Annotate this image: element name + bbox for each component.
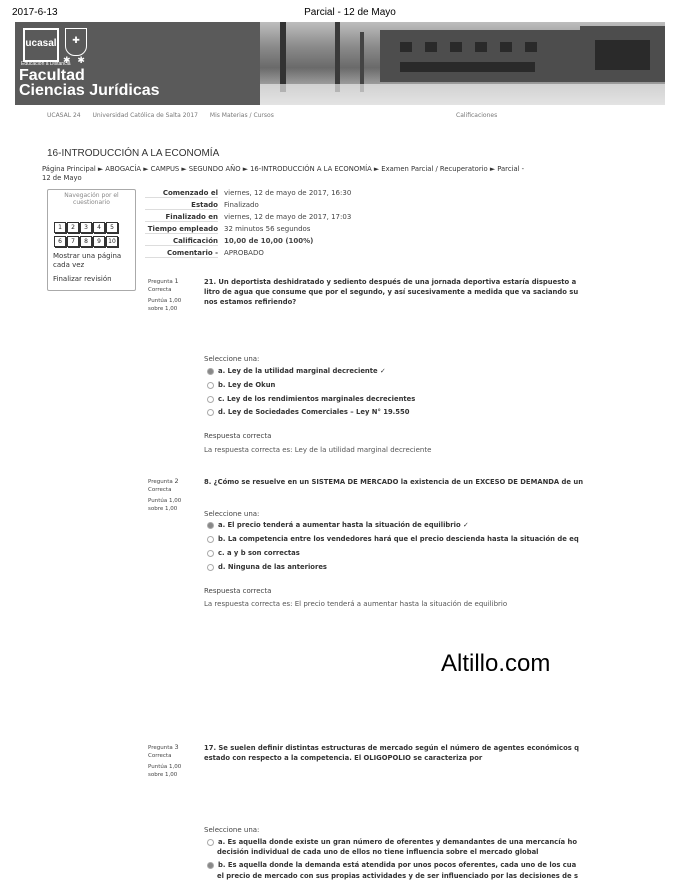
quiz-nav-button-9[interactable]: 9 (93, 236, 105, 247)
summary-label: Estado (145, 201, 218, 210)
answer-option-continuation: decisión individual de cada uno de ellos no tiene influencia sobre el mercado global (217, 848, 539, 856)
answer-option[interactable] (207, 838, 578, 846)
summary-label: Tiempo empleado (145, 225, 218, 234)
feedback-label: Respuesta correcta (204, 432, 272, 440)
radio-icon[interactable] (207, 409, 214, 416)
answer-option[interactable] (207, 395, 532, 403)
option-text: d. Ninguna de las anteriores (218, 563, 327, 571)
question-text (204, 277, 579, 307)
answer-option[interactable] (207, 563, 532, 571)
question-points: Puntúa 1,00 sobre 1,00 (148, 764, 182, 778)
breadcrumb[interactable]: Página Principal ► ABOGACÍA ► CAMPUS ► SEGUNDO AÑO ► 16-INTRODUCCIÓN A LA ECONOMÍA ► Examen Parcial / Recuperatorio ► Parcial - 12 de Mayo (42, 165, 525, 182)
nav-link-my-courses[interactable]: Mis Materias / Cursos (209, 112, 274, 119)
option-text: d. Ley de Sociedades Comerciales – Ley N° 19.550 (218, 408, 410, 416)
quiz-nav-title: Navegación por el cuestionario (64, 192, 119, 206)
question-info (148, 277, 198, 313)
question-info (148, 743, 198, 779)
quiz-nav-button-8[interactable]: 8 (80, 236, 92, 247)
show-one-page-link[interactable]: Mostrar una página cada vez (53, 252, 122, 269)
radio-icon[interactable] (207, 396, 214, 403)
quiz-nav-button-7[interactable]: 7 (67, 236, 79, 247)
option-text: a. El precio tenderá a aumentar hasta la situación de equilibrio ✓ (218, 521, 469, 529)
summary-label: Finalizado en (145, 213, 218, 222)
correct-answer-feedback: La respuesta correcta es: El precio tenderá a aumentar hasta la situación de equilibrio (204, 600, 508, 608)
quiz-nav-button-6[interactable]: 6 (54, 236, 66, 247)
quiz-nav-button-5[interactable]: 5 (106, 222, 118, 233)
print-title: Parcial - 12 de Mayo (304, 7, 396, 18)
answer-option[interactable] (207, 521, 532, 529)
question-text (204, 477, 584, 487)
answer-option[interactable] (207, 408, 532, 416)
summary-label: Comentario - (145, 249, 218, 258)
select-one-label: Seleccione una: (204, 355, 260, 363)
option-text: a. Ley de la utilidad marginal decreciente ✓ (218, 367, 386, 375)
question-text-line: 17. Se suelen definir distintas estructuras de mercado según el número de agentes económicos q (204, 744, 580, 752)
summary-row (145, 237, 535, 249)
faculty-name-line1: Facultad (19, 67, 85, 84)
option-text: b. La competencia entre los vendedores hará que el precio descienda hasta la situación de eq (218, 535, 579, 543)
radio-selected-icon[interactable] (207, 862, 214, 869)
summary-value: 32 minutos 56 segundos (224, 225, 311, 233)
question-text-line: nos estamos refiriendo? (204, 298, 297, 306)
print-date: 2017-6-13 (12, 7, 58, 18)
campus-photo (260, 22, 665, 105)
question-label: Pregunta (148, 479, 173, 485)
question-number: 1 (174, 277, 179, 285)
select-one-label: Seleccione una: (204, 510, 260, 518)
question-points: Puntúa 1,00 sobre 1,00 (148, 298, 182, 312)
question-number: 2 (174, 477, 179, 485)
answer-option[interactable] (207, 549, 532, 557)
select-one-label: Seleccione una: (204, 826, 260, 834)
summary-value: Finalizado (224, 201, 259, 209)
summary-label: Comenzado el (145, 189, 218, 198)
question-number: 3 (174, 743, 179, 751)
question-text (204, 743, 580, 763)
feedback-label: Respuesta correcta (204, 587, 272, 595)
header-banner[interactable] (15, 22, 665, 105)
radio-icon[interactable] (207, 839, 214, 846)
faculty-shield-icon: ✚ (65, 28, 87, 56)
quiz-nav-button-10[interactable]: 10 (106, 236, 118, 247)
question-status: Correcta (148, 287, 172, 293)
radio-selected-icon[interactable] (207, 368, 214, 375)
altillo-watermark: Altillo.com (441, 650, 551, 677)
quiz-navigation-block (47, 189, 136, 291)
question-text-line: 8. ¿Cómo se resuelve en un SISTEMA DE MERCADO la existencia de un EXCESO DE DEMANDA de un (204, 478, 584, 486)
quiz-nav-button-3[interactable]: 3 (80, 222, 92, 233)
radio-selected-icon[interactable] (207, 522, 214, 529)
nav-link-grades[interactable]: Calificaciones (456, 112, 498, 119)
option-text: b. Ley de Okun (218, 381, 276, 389)
question-text-line: 21. Un deportista deshidratado y sediento después de una jornada deportiva estaría dispuesto a (204, 278, 577, 286)
summary-row (145, 213, 535, 225)
top-nav (47, 112, 284, 119)
option-text: c. Ley de los rendimientos marginales decrecientes (218, 395, 416, 403)
print-header (0, 0, 700, 22)
answer-option[interactable] (207, 861, 577, 869)
question-status: Correcta (148, 487, 172, 493)
radio-icon[interactable] (207, 382, 214, 389)
question-status: Correcta (148, 753, 172, 759)
summary-label: Calificación (145, 237, 218, 246)
nav-link-university[interactable]: Universidad Católica de Salta 2017 (92, 112, 198, 119)
question-points: Puntúa 1,00 sobre 1,00 (148, 498, 182, 512)
correct-answer-feedback: La respuesta correcta es: Ley de la utilidad marginal decreciente (204, 446, 432, 454)
course-title[interactable]: 16-INTRODUCCIÓN A LA ECONOMÍA (47, 148, 220, 159)
attempt-summary-table (145, 189, 535, 261)
radio-icon[interactable] (207, 564, 214, 571)
summary-value: viernes, 12 de mayo de 2017, 17:03 (224, 213, 352, 221)
quiz-nav-button-4[interactable]: 4 (93, 222, 105, 233)
quiz-nav-button-1[interactable]: 1 (54, 222, 66, 233)
summary-row (145, 189, 535, 201)
question-label: Pregunta (148, 279, 173, 285)
question-text-line: estado con respecto a la competencia. El OLIGOPOLIO se caracteriza por (204, 754, 483, 762)
option-text: a. Es aquella donde existe un gran número de oferentes y demandantes de una mercancía ho (218, 838, 578, 846)
stars-icon: ✱ ✱ (63, 56, 87, 66)
option-text: b. Es aquella donde la demanda está atendida por unos pocos oferentes, cada uno de los cua (218, 861, 577, 869)
summary-value: APROBADO (224, 249, 264, 257)
summary-value: 10,00 de 10,00 (100%) (224, 237, 314, 245)
radio-icon[interactable] (207, 536, 214, 543)
ucasal-logo: ucasal (23, 28, 59, 62)
radio-icon[interactable] (207, 550, 214, 557)
finish-review-link[interactable]: Finalizar revisión (53, 275, 112, 283)
faculty-name-line2: Ciencias Jurídicas (19, 82, 160, 99)
summary-value: viernes, 12 de mayo de 2017, 16:30 (224, 189, 352, 197)
logo-subtitle: Educación a Distancia (21, 61, 71, 67)
nav-link-ucasal24[interactable]: UCASAL 24 (47, 112, 81, 119)
question-text-line: litro de agua que consume que por el segundo, y así sucesivamente a medida que va saciando su (204, 288, 579, 296)
question-label: Pregunta (148, 745, 173, 751)
summary-row (145, 249, 535, 261)
question-info (148, 477, 198, 513)
summary-row (145, 201, 535, 213)
answer-option[interactable] (207, 535, 579, 543)
answer-option-continuation: el precio de mercado con sus propias actividades y de ser influenciado por las decisiones de s (217, 872, 579, 880)
quiz-nav-button-2[interactable]: 2 (67, 222, 79, 233)
summary-row (145, 225, 535, 237)
answer-option[interactable] (207, 367, 532, 375)
answer-option[interactable] (207, 381, 532, 389)
option-text: c. a y b son correctas (218, 549, 300, 557)
